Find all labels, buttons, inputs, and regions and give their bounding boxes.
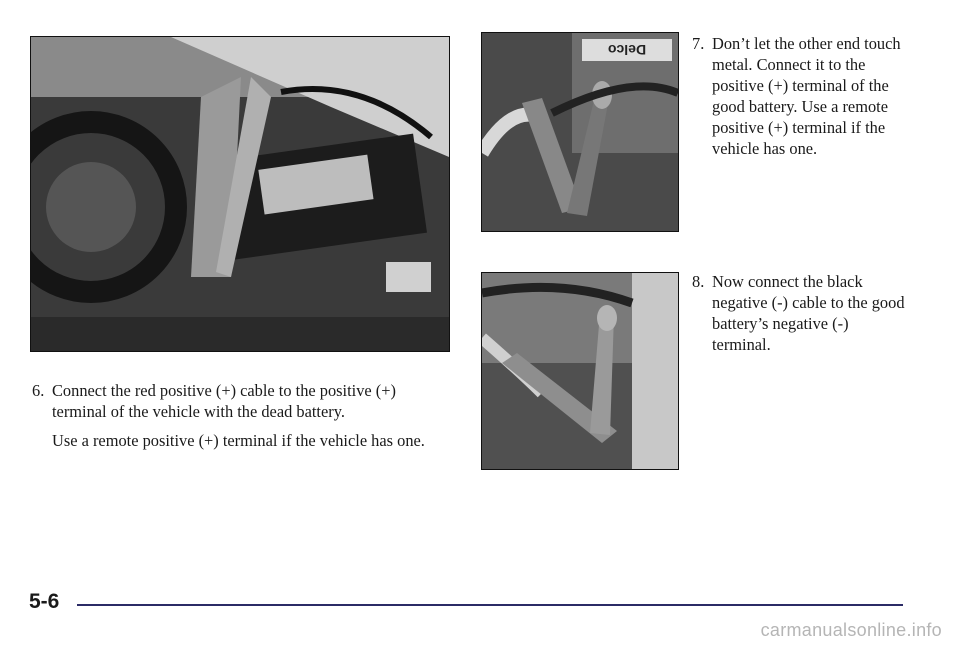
- dead-battery-photo: [30, 36, 450, 352]
- step-number: 8.: [692, 272, 705, 291]
- step-text: Connect the red positive (+) cable to the positive (+) terminal of the vehicle with the dead battery.: [52, 381, 396, 421]
- step-number: 6.: [32, 381, 45, 400]
- footer-divider: [77, 604, 903, 606]
- step-6: [32, 380, 452, 451]
- step-text: Now connect the black negative (-) cable to the good battery’s negative (-) terminal.: [712, 272, 905, 354]
- page-number: 5-6: [29, 590, 60, 613]
- step-text: Don’t let the other end touch metal. Connect it to the positive (+) terminal of the good battery. Use a remote positive (+) terminal if the vehicle has one.: [712, 34, 901, 158]
- battery-brand-label: Delco: [607, 42, 647, 58]
- step-note: Use a remote positive (+) terminal if the vehicle has one.: [52, 431, 425, 450]
- good-battery-negative-photo: [481, 272, 679, 470]
- step-7: [692, 33, 907, 159]
- watermark: carmanualsonline.info: [760, 620, 942, 640]
- step-number: 7.: [692, 34, 705, 53]
- good-battery-positive-photo: [481, 32, 679, 232]
- step-8: [692, 271, 907, 355]
